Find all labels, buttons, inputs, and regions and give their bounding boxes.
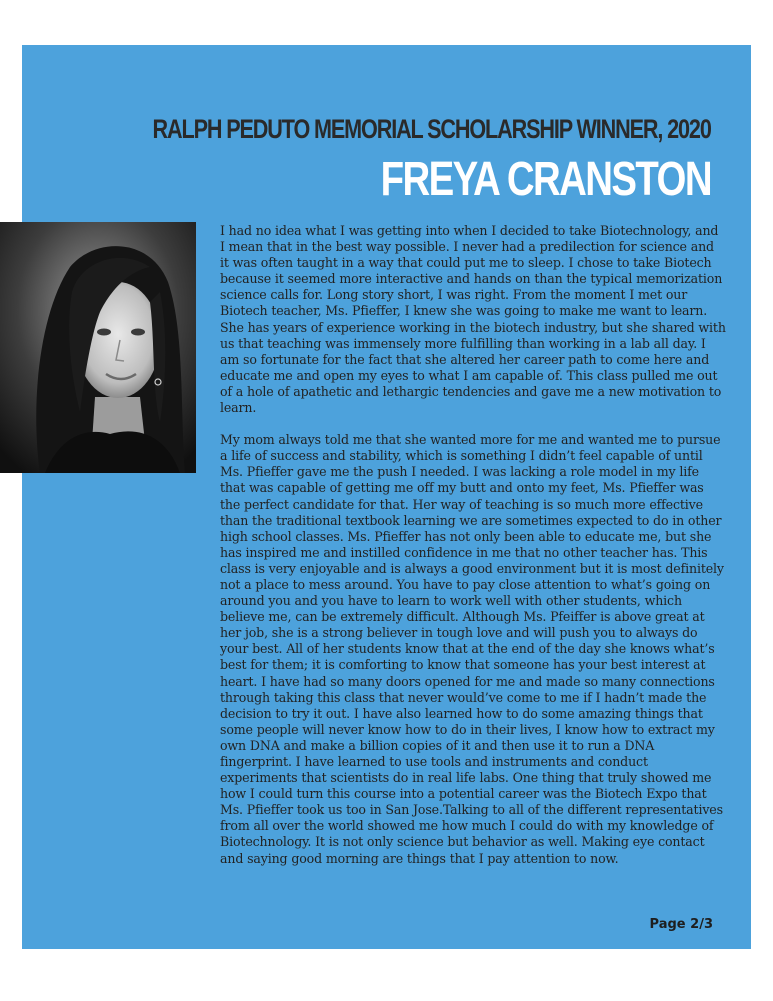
essay-body	[220, 223, 726, 883]
scholarship-subtitle: RALPH PEDUTO MEMORIAL SCHOLARSHIP WINNER, 2020	[152, 114, 711, 144]
portrait-photo-illustration	[0, 222, 196, 473]
page-number: Page 2/3	[649, 917, 713, 932]
portrait-photo	[0, 222, 196, 473]
essay-paragraph-2: My mom always told me that she wanted more for me and wanted me to pursue a life of success and stability, which is something I didn’t feel capable of until Ms. Pfieffer gave me the push I needed. I was lacking a role model in my life that was capable of getting me off my butt and onto my feet, Ms. Pfieffer was the perfect candidate for that. Her way of teaching is so much more effective than the traditional textbook learning we are sometimes expected to do in other high school classes. Ms. Pfieffer has not only been able to educate me, but she has inspired me and instilled confidence in me that no other teacher has. This class is very enjoyable and is always a good environment but it is most definitely not a place to mess around. You have to pay close attention to what’s going on around you and you have to learn to work well with other students, which believe me, can be extremely difficult. Although Ms. Pfeiffer is above great at her job, she is a strong believer in tough love and will push you to always do your best. All of her students know that at the end of the day she knows what’s best for them; it is comforting to know that someone has your best interest at heart. I have had so many doors opened for me and made so many connections through taking this class that never would’ve come to me if I hadn’t made the decision to try it out. I have also learned how to do some amazing things that some people will never know how to do in their lives, I know how to extract my own DNA and make a billion copies of it and then use it to run a DNA fingerprint. I have learned to use tools and instruments and conduct experiments that scientists do in real life labs. One thing that truly showed me how I could turn this course into a potential career was the Biotech Expo that Ms. Pfieffer took us too in San Jose.Talking to all of the different representatives from all over the world showed me how much I could do with my knowledge of Biotechnology. It is not only science but behavior as well. Making eye contact and saying good morning are things that I pay attention to now.	[220, 432, 724, 866]
essay-paragraph-1: I had no idea what I was getting into when I decided to take Biotechnology, and I mean that in the best way possible. I never had a predilection for science and it was often taught in a way that could put me to sleep. I chose to take Biotech because it seemed more interactive and hands on than the typical memorization science calls for. Long story short, I was right. From the moment I met our Biotech teacher, Ms. Pfieffer, I knew she was going to make me want to learn. She has years of experience working in the biotech industry, but she shared with us that teaching was immensely more fulfilling than working in a lab all day. I am so fortunate for the fact that she altered her career path to come here and educate me and open my eyes to what I am capable of. This class pulled me out of a hole of apathetic and lethargic tendencies and gave me a new motivation to learn.	[220, 223, 726, 416]
winner-name-title: FREYA CRANSTON	[380, 153, 711, 206]
